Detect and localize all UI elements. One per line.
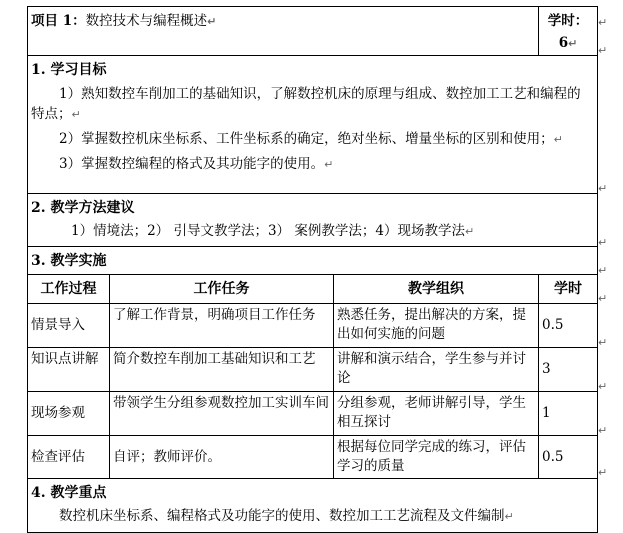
hours-cell: 0.5 — [539, 304, 598, 348]
org-cell: 根据每位同学完成的练习，评估学习的质量 — [334, 436, 539, 479]
row-end-mark-icon: ↵ — [598, 336, 608, 349]
column-header: 学时 — [539, 275, 598, 304]
org-cell: 讲解和演示结合，学生参与并讨论 — [334, 348, 539, 392]
hours-cell — [539, 7, 598, 56]
methods-row — [28, 194, 598, 247]
objectives-cell — [28, 56, 598, 194]
paragraph-mark-icon: ↵ — [464, 225, 475, 238]
task-cell: 简介数控车削加工基础知识和工艺 — [110, 348, 334, 392]
table-row — [28, 304, 598, 348]
objective-item: 1）熟知数控车削加工的基础知识，了解数控机床的原理与组成、数控加工工艺和编程的特点；↵ — [31, 86, 581, 122]
hours-cell: 3 — [539, 348, 598, 392]
row-end-mark-icon: ↵ — [598, 44, 608, 57]
objective-item: 3）掌握数控编程的格式及其功能字的使用。↵ — [59, 156, 334, 172]
implementation-header-row — [28, 275, 598, 304]
column-header: 工作过程 — [28, 275, 110, 304]
lesson-plan-table — [27, 6, 598, 533]
task-cell: 带领学生分组参观数控加工实训车间 — [110, 392, 334, 436]
task-cell: 了解工作背景，明确项目工作任务 — [110, 304, 334, 348]
lesson-plan-sheet — [27, 6, 597, 533]
paragraph-mark-icon: ↵ — [207, 15, 217, 28]
process-cell: 情景导入 — [28, 304, 110, 348]
table-row — [28, 392, 598, 436]
paragraph-mark-icon: ↵ — [71, 108, 81, 121]
hours-cell: 1 — [539, 392, 598, 436]
objective-item: 2）掌握数控机床坐标系、工件坐标系的确定，绝对坐标、增量坐标的区别和使用；↵ — [59, 131, 563, 147]
hours-label: 学时： — [547, 13, 589, 29]
row-end-mark-icon: ↵ — [598, 236, 608, 249]
column-header: 工作任务 — [110, 275, 334, 304]
project-title: 数控技术与编程概述 — [85, 13, 208, 29]
row-end-mark-icon: ↵ — [598, 380, 608, 393]
focus-text: 数控机床坐标系、编程格式及功能字的使用、数控加工工艺流程及文件编制↵ — [59, 508, 514, 524]
header-row — [28, 7, 598, 56]
table-row — [28, 436, 598, 479]
hours-value: 6 — [558, 35, 569, 51]
task-cell: 自评；教师评价。 — [110, 436, 334, 479]
hours-cell: 0.5 — [539, 436, 598, 479]
focus-cell — [28, 479, 598, 533]
row-end-mark-icon: ↵ — [598, 292, 608, 305]
project-label: 项目 1： — [31, 13, 86, 29]
implementation-heading: 3. 教学实施 — [31, 253, 107, 269]
focus-row — [28, 479, 598, 533]
paragraph-mark-icon: ↵ — [324, 158, 334, 171]
process-cell: 检查评估 — [28, 436, 110, 479]
methods-cell — [28, 194, 598, 247]
process-cell: 知识点讲解 — [28, 348, 110, 392]
org-cell: 分组参观，老师讲解引导，学生相互探讨 — [334, 392, 539, 436]
paragraph-mark-icon: ↵ — [568, 37, 578, 50]
row-end-mark-icon: ↵ — [598, 466, 608, 479]
row-end-mark-icon: ↵ — [598, 424, 608, 437]
org-cell: 熟悉任务，提出解决的方案，提出如何实施的问题 — [334, 304, 539, 348]
row-end-mark-icon: ↵ — [598, 16, 608, 29]
column-header: 教学组织 — [334, 275, 539, 304]
project-title-cell — [28, 7, 539, 56]
objectives-heading: 1. 学习目标 — [31, 62, 107, 78]
row-end-mark-icon: ↵ — [598, 182, 608, 195]
process-cell: 现场参观 — [28, 392, 110, 436]
paragraph-mark-icon: ↵ — [553, 133, 563, 146]
focus-heading: 4. 教学重点 — [31, 485, 107, 501]
methods-text: 1）情境法；2） 引导文教学法；3） 案例教学法；4）现场教学法↵ — [71, 223, 475, 239]
methods-heading: 2. 教学方法建议 — [31, 200, 135, 216]
objectives-row — [28, 56, 598, 194]
paragraph-mark-icon: ↵ — [504, 510, 514, 523]
row-end-mark-icon: ↵ — [598, 264, 608, 277]
table-row — [28, 348, 598, 392]
implementation-heading-row — [28, 247, 598, 275]
implementation-heading-cell — [28, 247, 598, 275]
